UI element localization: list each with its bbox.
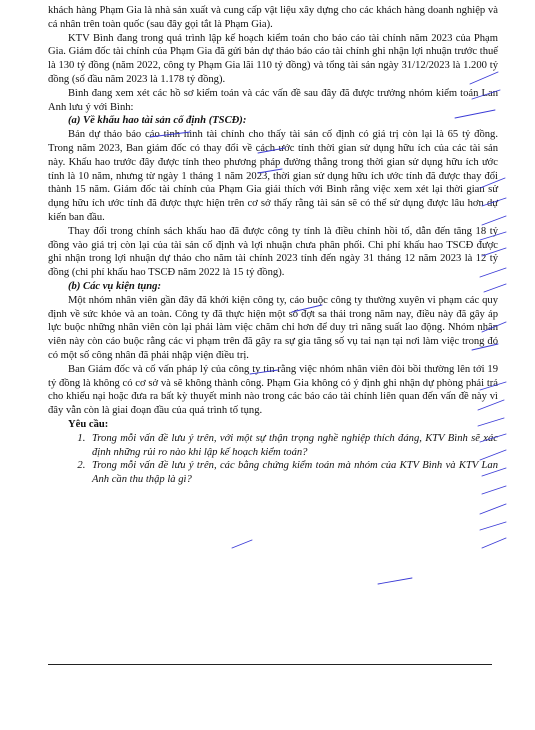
section-heading-depreciation: (a) Về khấu hao tài sản cố định (TSCĐ): xyxy=(68,115,247,127)
requirement-1: 1. Trong mỗi vấn đề lưu ý trên, với một sự thận trọng nghề nghiệp thích đáng, KTV Bình sẽ xác định những rủi ro nào khi lập kế hoạch kiểm toán? xyxy=(88,432,498,460)
document-body xyxy=(48,4,498,487)
pen-stroke xyxy=(232,540,252,548)
paragraph-intro: khách hàng Phạm Gia là nhà sản xuất và cung cấp vật liệu xây dựng cho các khách hàng doanh nghiệp và cá nhân trên toàn quốc (sau đây gọi tắt là Phạm Gia). xyxy=(48,5,498,30)
section-heading-litigation: (b) Các vụ kiện tụng: xyxy=(68,280,161,292)
paragraph-planning: KTV Bình đang trong quá trình lập kế hoạch kiểm toán cho báo cáo tài chính năm 2023 của Phạm Gia. Giám đốc tài chính của Phạm Gia đã gửi bản dự thảo báo cáo tài chính ghi nhận lợi nhuận trước thuế là 130 tỷ đồng (năm 2022, công ty Phạm Gia lãi 110 tỷ đồng) và tổng tài sản ngày 31/12/2023 là 1.200 tỷ đồng (số đầu năm 2023 là 1.178 tỷ đồng). xyxy=(48,32,498,85)
pen-stroke xyxy=(378,578,412,584)
paragraph-litigation: Một nhóm nhân viên gần đây đã khởi kiện công ty, cáo buộc công ty thường xuyên vi phạm các quy định về sức khỏe và an toàn. Công ty đã thực hiện một số đợt sa thải trong năm nay, điều này đã gây áp lực buộc những nhân viên còn lại phải làm việc chăm chỉ hơn để duy trì năng suất lao động. Nhóm nhân viên này còn cáo buộc rằng các vi phạm trên đã gây ra sự gia tăng số vụ tai nạn tại nơi làm việc trong đó có một số công nhân đã phải nhập viện điều trị. xyxy=(48,294,498,361)
footer-rule xyxy=(48,664,492,665)
pen-stroke xyxy=(482,486,506,494)
paragraph-review: Bình đang xem xét các hồ sơ kiểm toán và các vấn đề sau đây đã được trưởng nhóm kiểm toán Lan Anh lưu ý với Bình: xyxy=(48,87,498,113)
pen-stroke xyxy=(482,538,506,548)
paragraph-depreciation-change: Thay đổi trong chính sách khấu hao đã được công ty tính là điều chỉnh hồi tố, dẫn đến tăng 18 tỷ đồng vào giá trị còn lại của tài sản cố định và lợi nhuận chưa phân phối. Chi phí khấu hao TSCĐ được ghi nhận trong lợi nhuận dự thảo cho năm tài chính 2023 tính đến ngày 31 tháng 12 năm 2023 là 12 tỷ đồng (chi phí khấu hao TSCĐ năm 2022 là 15 tỷ đồng). xyxy=(48,225,498,279)
requirements-label: Yêu cầu: xyxy=(68,418,109,430)
pen-stroke xyxy=(480,504,506,514)
paragraph-litigation-management: Ban Giám đốc và cố vấn pháp lý của công ty tin rằng việc nhóm nhân viên đòi bồi thường lên tới 19 tỷ đồng là không có cơ sở và sẽ không thành công. Phạm Gia không có ý định ghi nhận dự phòng phải trả cho khiếu nại hoặc đưa ra bất kỳ thuyết minh nào trong các báo cáo tài chính liên quan đến vấn đề này vì đây vẫn còn là giai đoạn đầu của quá trình tố tụng. xyxy=(48,363,498,417)
pen-stroke xyxy=(480,522,506,530)
requirement-2: 2. Trong mỗi vấn đề lưu ý trên, các bằng chứng kiểm toán mà nhóm của KTV Bình và KTV Lan Anh cần thu thập là gì? xyxy=(88,459,498,487)
paragraph-depreciation: Bản dự thảo báo cáo tình hình tài chính cho thấy tài sản cố định có giá trị còn lại là 65 tỷ đồng. Trong năm 2023, Ban giám đốc có thay đổi về cách ước tính thời gian sử dụng hữu ích của các tài sản này. Khấu hao trước đây được tính theo phương pháp đường thẳng trong thời gian sử dụng hữu ích ước tính là 10 năm, nhưng từ ngày 1 tháng 1 năm 2023, thời gian sử dụng hữu ích ước tính đã được thay đổi thành 15 năm. Giám đốc tài chính của Phạm Gia giải thích với Bình rằng việc xem xét lại thời gian sử dụng hữu ích ước tính đã được thực hiện trên cơ sở thấy rằng tài sản sẽ có thể sử dụng được lâu hơn dự kiến ban đầu. xyxy=(48,129,498,223)
requirements-list xyxy=(48,432,498,487)
